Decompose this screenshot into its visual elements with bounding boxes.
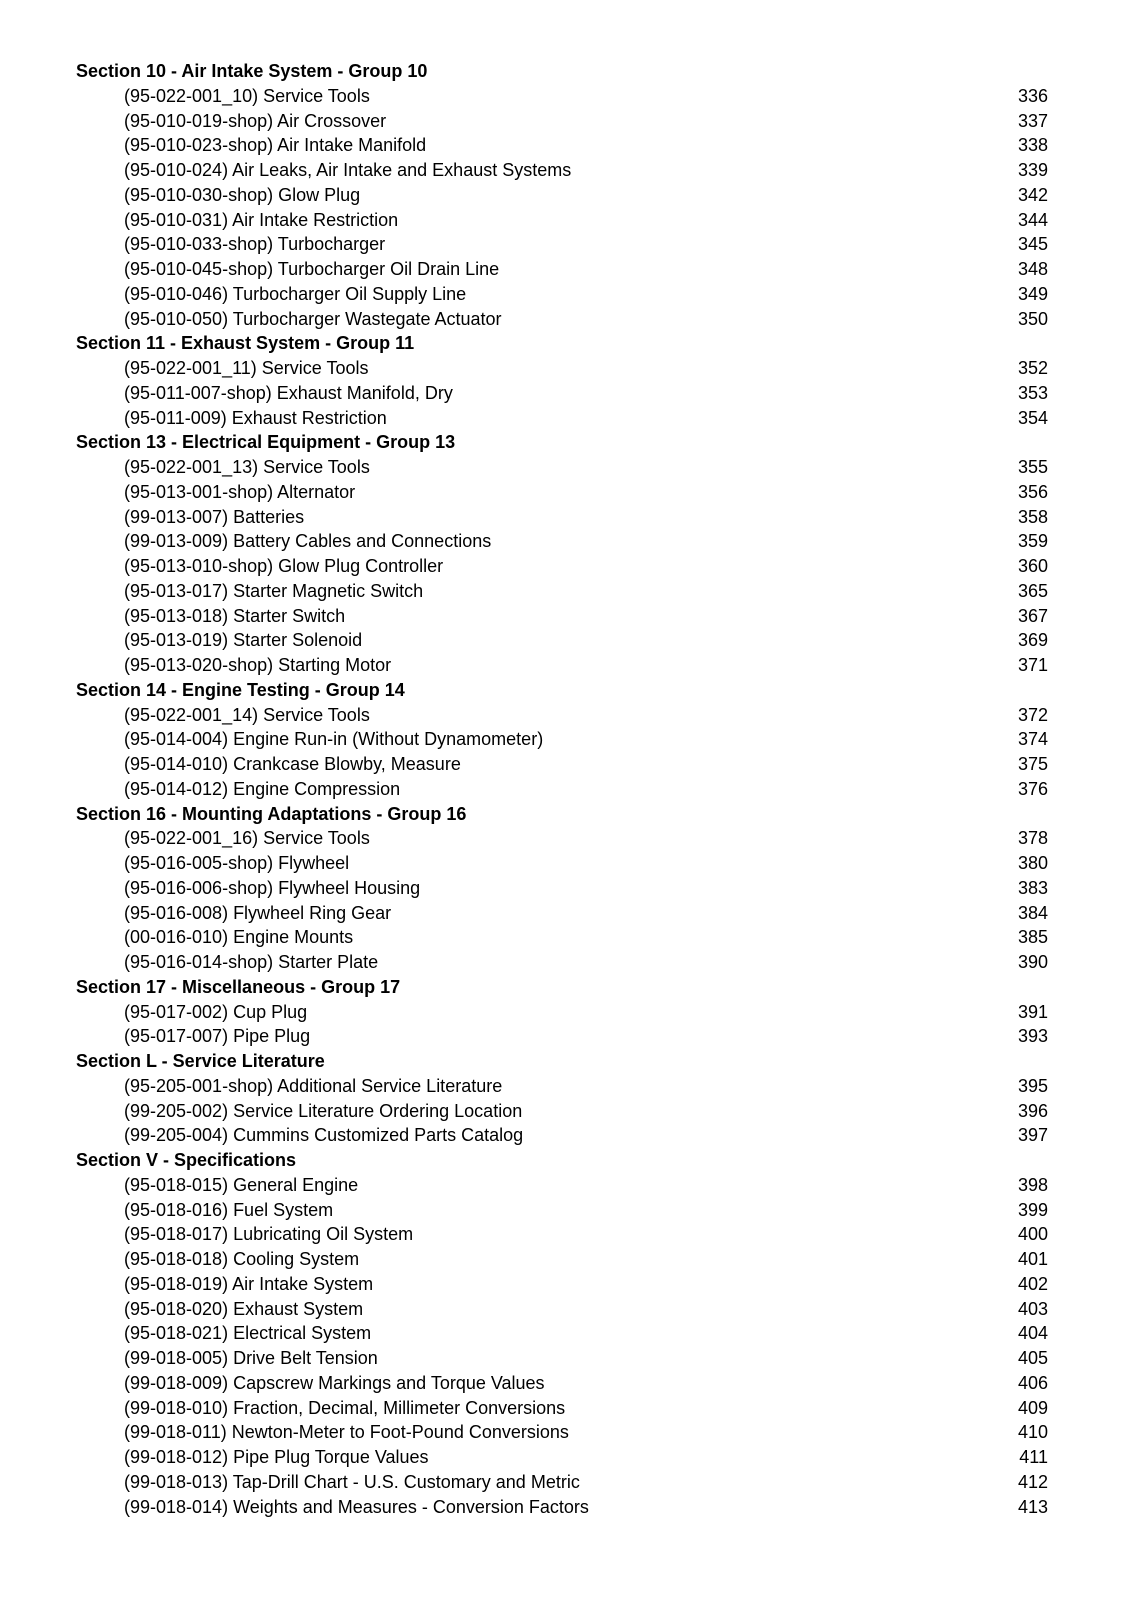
toc-entry[interactable]	[76, 1198, 1048, 1223]
toc-entry-title: (95-205-001-shop) Additional Service Literature	[124, 1075, 503, 1096]
toc-entry[interactable]	[76, 1123, 1048, 1148]
toc-entry-page-number: 385	[1017, 927, 1048, 948]
toc-entry-page-number: 390	[1017, 952, 1048, 972]
toc-entry[interactable]	[76, 1000, 1048, 1025]
toc-entry-title: (95-017-007) Pipe Plug	[124, 1026, 311, 1047]
toc-entry-page-number: 339	[1017, 160, 1048, 180]
toc-entry[interactable]	[76, 1297, 1048, 1322]
toc-entry-title: (95-018-018) Cooling System	[124, 1249, 360, 1269]
toc-entry-title: (95-016-005-shop) Flywheel	[124, 853, 350, 873]
toc-entry-title: (95-022-001_11) Service Tools	[124, 358, 369, 378]
toc-entry-title: (95-013-019) Starter Solenoid	[124, 630, 363, 651]
toc-entry-page-number: 376	[1017, 778, 1048, 799]
toc-entry[interactable]	[76, 1099, 1048, 1124]
toc-entry-title: (95-013-018) Starter Switch	[124, 605, 346, 626]
toc-entry-page-number: 383	[1017, 877, 1048, 898]
toc-entry[interactable]	[76, 1445, 1048, 1470]
toc-entry-page-number: 345	[1017, 234, 1048, 255]
toc-entry[interactable]	[76, 158, 1048, 183]
toc-entry-title: (00-016-010) Engine Mounts	[124, 927, 354, 948]
toc-entry[interactable]	[76, 1346, 1048, 1371]
toc-entry-title: (95-010-033-shop) Turbocharger	[124, 234, 386, 255]
toc-entry-title: (95-011-009) Exhaust Restriction	[124, 407, 387, 428]
toc-entry-title: (95-010-030-shop) Glow Plug	[124, 184, 361, 205]
toc-entry-page-number: 395	[1017, 1075, 1048, 1096]
toc-entry-page-number: 352	[1017, 358, 1048, 378]
toc-entry[interactable]	[76, 282, 1048, 307]
toc-entry-page-number: 355	[1017, 457, 1048, 477]
toc-entry[interactable]	[76, 653, 1048, 678]
toc-entry-page-number: 342	[1017, 184, 1048, 205]
toc-entry[interactable]	[76, 232, 1048, 257]
toc-entry-page-number: 365	[1017, 580, 1048, 601]
toc-entry[interactable]	[76, 777, 1048, 802]
toc-entry-title: (95-010-019-shop) Air Crossover	[124, 110, 387, 131]
toc-entry-page-number: 413	[1017, 1496, 1048, 1517]
toc-entry[interactable]	[76, 183, 1048, 208]
toc-entry-page-number: 371	[1017, 655, 1048, 675]
toc-entry-title: (99-205-004) Cummins Customized Parts Catalog	[124, 1125, 524, 1146]
toc-entry-page-number: 399	[1017, 1199, 1048, 1220]
toc-entry[interactable]	[76, 1074, 1048, 1099]
toc-entry-title: (99-018-009) Capscrew Markings and Torque Values	[124, 1372, 545, 1393]
toc-entry-title: (95-018-017) Lubricating Oil System	[124, 1224, 414, 1245]
toc-entry[interactable]	[76, 356, 1048, 381]
toc-entry-title: (99-018-014) Weights and Measures - Conversion Factors	[124, 1496, 589, 1517]
toc-entry-page-number: 402	[1017, 1273, 1048, 1294]
section-heading: Section 10 - Air Intake System - Group 10	[76, 61, 428, 81]
toc-entry-page-number: 401	[1017, 1249, 1048, 1269]
toc-entry-title: (95-010-031) Air Intake Restriction	[124, 209, 399, 230]
toc-entry-title: (99-013-007) Batteries	[124, 506, 305, 527]
toc-entry-title: (95-017-002) Cup Plug	[124, 1001, 308, 1022]
toc-entry-page-number: 410	[1017, 1422, 1048, 1443]
toc-entry[interactable]	[76, 826, 1048, 851]
toc-entry[interactable]	[76, 579, 1048, 604]
toc-entry[interactable]	[76, 480, 1048, 505]
toc-entry-title: (99-018-005) Drive Belt Tension	[124, 1348, 378, 1368]
toc-entry-title: (95-010-045-shop) Turbocharger Oil Drain Line	[124, 259, 500, 279]
toc-entry[interactable]	[76, 752, 1048, 777]
toc-entry[interactable]	[76, 455, 1048, 480]
toc-entry[interactable]	[76, 84, 1048, 109]
toc-entry-page-number: 375	[1017, 754, 1048, 774]
toc-entry-page-number: 372	[1017, 704, 1048, 725]
toc-entry-page-number: 360	[1017, 556, 1048, 576]
toc-entry-page-number: 374	[1017, 729, 1048, 750]
toc-entry-page-number: 337	[1017, 110, 1048, 131]
section-heading: Section 11 - Exhaust System - Group 11	[76, 333, 415, 354]
toc-entry-title: (95-010-046) Turbocharger Oil Supply Line	[124, 283, 467, 304]
toc-entry[interactable]	[76, 529, 1048, 554]
toc-entry-page-number: 378	[1017, 828, 1048, 849]
toc-entry[interactable]	[76, 1222, 1048, 1247]
toc-entry-title: (95-013-017) Starter Magnetic Switch	[124, 580, 424, 601]
toc-entry-title: (95-016-008) Flywheel Ring Gear	[124, 902, 392, 923]
toc-entry-title: (95-022-001_13) Service Tools	[124, 457, 370, 477]
toc-entry-page-number: 354	[1017, 407, 1048, 428]
section-heading: Section 14 - Engine Testing - Group 14	[76, 679, 405, 700]
toc-entry-page-number: 406	[1017, 1372, 1048, 1393]
section-heading: Section V - Specifications	[76, 1150, 297, 1170]
toc-entry[interactable]	[76, 1173, 1048, 1198]
toc-entry-title: (95-018-021) Electrical System	[124, 1323, 372, 1344]
toc-entry-title: (95-018-015) General Engine	[124, 1174, 359, 1195]
toc-entry-page-number: 412	[1017, 1471, 1048, 1492]
toc-entry[interactable]	[76, 1396, 1048, 1421]
toc-entry-page-number: 358	[1017, 506, 1048, 527]
toc-entry-title: (99-018-012) Pipe Plug Torque Values	[124, 1447, 429, 1467]
toc-entry[interactable]	[76, 1420, 1048, 1445]
toc-entry[interactable]	[76, 505, 1048, 530]
toc-entry-page-number: 349	[1017, 283, 1048, 304]
toc-entry-page-number: 397	[1017, 1125, 1048, 1146]
toc-entry[interactable]	[76, 208, 1048, 233]
toc-entry-title: (95-014-012) Engine Compression	[124, 778, 401, 799]
toc-entry[interactable]	[76, 257, 1048, 282]
toc-entry-title: (95-010-050) Turbocharger Wastegate Actuator	[124, 308, 502, 329]
toc-entry-page-number: 380	[1017, 853, 1048, 873]
toc-entry[interactable]	[76, 1495, 1048, 1520]
toc-entry[interactable]	[76, 925, 1048, 950]
toc-entry[interactable]	[76, 133, 1048, 158]
toc-entry-title: (95-010-024) Air Leaks, Air Intake and Exhaust Systems	[124, 160, 572, 180]
toc-entry-title: (95-022-001_16) Service Tools	[124, 828, 370, 849]
toc-entry-page-number: 344	[1017, 209, 1048, 230]
toc-entry[interactable]	[76, 1272, 1048, 1297]
toc-entry-title: (95-016-006-shop) Flywheel Housing	[124, 877, 421, 898]
toc-entry-title: (95-014-010) Crankcase Blowby, Measure	[124, 754, 461, 774]
toc-entry-page-number: 403	[1017, 1298, 1048, 1319]
toc-entry-title: (95-013-001-shop) Alternator	[124, 481, 356, 502]
table-of-contents	[76, 59, 1048, 1519]
toc-entry-title: (95-016-014-shop) Starter Plate	[124, 952, 379, 972]
section-heading: Section 16 - Mounting Adaptations - Group 16	[76, 803, 467, 824]
toc-entry[interactable]	[76, 901, 1048, 926]
toc-entry-title: (95-022-001_10) Service Tools	[124, 85, 370, 106]
toc-entry-page-number: 367	[1017, 605, 1048, 626]
toc-entry-title: (99-018-010) Fraction, Decimal, Millimeter Conversions	[124, 1397, 566, 1418]
toc-entry-title: (99-205-002) Service Literature Ordering Location	[124, 1100, 523, 1121]
toc-entry-page-number: 384	[1017, 902, 1048, 923]
toc-entry[interactable]	[76, 950, 1048, 975]
toc-entry-page-number: 356	[1017, 481, 1048, 502]
toc-entry[interactable]	[76, 604, 1048, 629]
toc-entry-page-number: 411	[1019, 1447, 1048, 1467]
toc-entry[interactable]	[76, 1371, 1048, 1396]
toc-entry[interactable]	[76, 1247, 1048, 1272]
toc-entry-page-number: 409	[1017, 1397, 1048, 1418]
toc-entry-title: (95-018-016) Fuel System	[124, 1199, 334, 1220]
section-heading: Section 17 - Miscellaneous - Group 17	[76, 976, 401, 997]
toc-entry-title: (99-018-013) Tap-Drill Chart - U.S. Customary and Metric	[124, 1471, 580, 1492]
toc-entry-title: (95-022-001_14) Service Tools	[124, 704, 370, 725]
toc-entry-page-number: 336	[1017, 85, 1048, 106]
toc-entry-title: (99-013-009) Battery Cables and Connections	[124, 531, 492, 552]
toc-entry-title: (95-013-010-shop) Glow Plug Controller	[124, 556, 444, 576]
toc-entry-page-number: 348	[1017, 259, 1048, 279]
toc-entry-title: (95-018-019) Air Intake System	[124, 1273, 374, 1294]
section-heading: Section L - Service Literature	[76, 1051, 325, 1071]
toc-entry[interactable]	[76, 876, 1048, 901]
section-heading: Section 13 - Electrical Equipment - Group 13	[76, 432, 456, 453]
toc-entry-page-number: 405	[1017, 1348, 1048, 1368]
toc-entry[interactable]	[76, 727, 1048, 752]
toc-entry-page-number: 338	[1017, 135, 1048, 156]
toc-entry[interactable]	[76, 851, 1048, 876]
toc-entry-page-number: 393	[1017, 1026, 1048, 1047]
toc-entry-title: (95-011-007-shop) Exhaust Manifold, Dry	[124, 382, 453, 403]
toc-entry[interactable]	[76, 1024, 1048, 1049]
toc-entry[interactable]	[76, 307, 1048, 332]
toc-entry[interactable]	[76, 381, 1048, 406]
toc-entry-page-number: 400	[1017, 1224, 1048, 1245]
toc-entry-title: (95-013-020-shop) Starting Motor	[124, 655, 392, 675]
toc-entry[interactable]	[76, 628, 1048, 653]
toc-entry-title: (95-018-020) Exhaust System	[124, 1298, 364, 1319]
toc-entry-page-number: 350	[1017, 308, 1048, 329]
toc-entry-page-number: 398	[1017, 1174, 1048, 1195]
toc-entry-page-number: 353	[1017, 382, 1048, 403]
toc-entry-title: (95-014-004) Engine Run-in (Without Dynamometer)	[124, 729, 544, 750]
toc-entry[interactable]	[76, 703, 1048, 728]
toc-entry[interactable]	[76, 554, 1048, 579]
toc-entry-page-number: 391	[1017, 1001, 1048, 1022]
toc-entry-page-number: 404	[1017, 1323, 1048, 1344]
toc-entry-page-number: 359	[1017, 531, 1048, 552]
toc-entry-page-number: 369	[1017, 630, 1048, 651]
toc-entry[interactable]	[76, 406, 1048, 431]
toc-entry-page-number: 396	[1017, 1100, 1048, 1121]
toc-entry-title: (99-018-011) Newton-Meter to Foot-Pound Conversions	[124, 1422, 569, 1443]
toc-entry-title: (95-010-023-shop) Air Intake Manifold	[124, 135, 427, 156]
toc-entry[interactable]	[76, 1321, 1048, 1346]
toc-entry[interactable]	[76, 109, 1048, 134]
toc-entry[interactable]	[76, 1470, 1048, 1495]
